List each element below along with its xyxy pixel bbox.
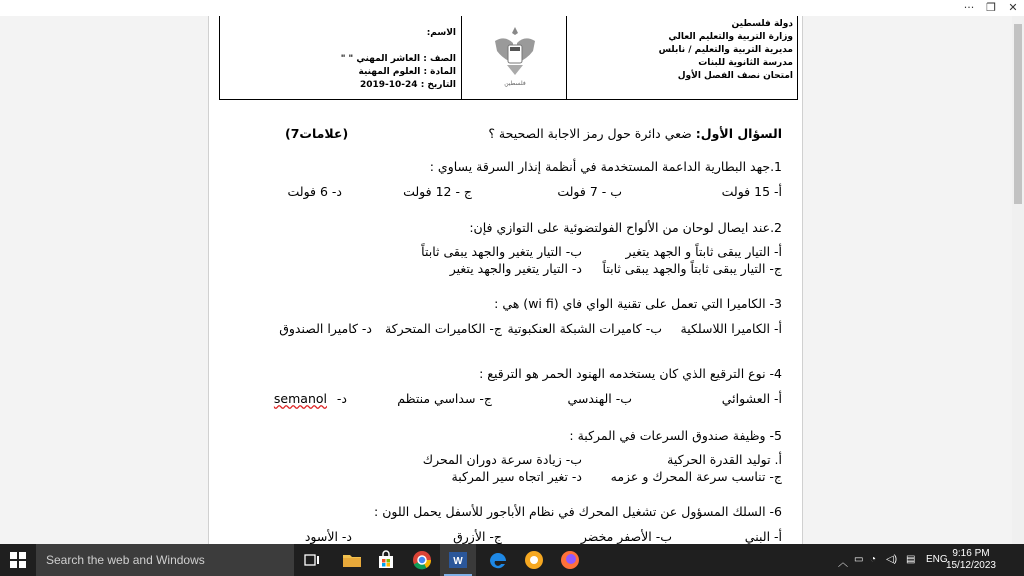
option-b: ب- الأصفر مخضر (580, 529, 672, 544)
question-3: 3- الكاميرا التي تعمل على تقنية الواي فاي (wi fi) هي : (494, 296, 782, 311)
network-icon[interactable]: ▭ (854, 554, 864, 565)
option-b: ب- كاميرات الشبكة العنكبوتية (507, 321, 662, 336)
action-center-icon[interactable]: ▤ (906, 554, 916, 565)
option-a: أ- العشوائي (721, 391, 782, 406)
option-a: أ- 15 فولت (721, 184, 782, 199)
taskbar-search-box[interactable] (36, 544, 294, 576)
svg-text:W: W (453, 556, 463, 567)
question-4: 4- نوع الترقيع الذي كان يستخدمه الهنود الحمر هو الترقيع : (479, 366, 782, 381)
option-b: ب - 7 فولت (557, 184, 622, 199)
header-line: امتحان نصف الفصل الأول (677, 71, 793, 81)
option-a: أ- التيار يبقى ثابتاً و الجهد يتغير (625, 244, 782, 259)
option-d-text: semanol (273, 391, 327, 406)
vertical-scrollbar[interactable] (1012, 16, 1024, 544)
header-line: دولة فلسطين (731, 19, 793, 29)
option-d: د- 6 فولت (287, 184, 342, 199)
option-c: ج - 12 فولت (403, 184, 472, 199)
more-options-icon[interactable]: ··· (963, 1, 975, 14)
option-d: د- الأسود (304, 529, 352, 544)
option-c: ج- سداسي منتظم (397, 391, 492, 406)
option-b: ب- زيادة سرعة دوران المحرك (422, 452, 582, 467)
option-d: د- تغير اتجاه سير المركبة (451, 469, 582, 484)
document-page[interactable] (208, 16, 803, 544)
system-tray (834, 544, 1024, 576)
workspace-background-left (0, 16, 208, 544)
question-6: 6- السلك المسؤول عن تشغيل المحرك في نظام الأباجور للأسفل يحمل اللون : (374, 504, 782, 519)
edge-icon[interactable] (486, 548, 510, 572)
option-b: ب- الهندسي (567, 391, 632, 406)
clock-time: 9:16 PM (952, 548, 990, 559)
wifi-icon[interactable]: ◔ (870, 554, 877, 565)
question-5: 5- وظيفة صندوق السرعات في المركبة : (569, 428, 782, 443)
restore-icon[interactable]: ❐ (986, 1, 996, 14)
clock[interactable] (946, 548, 996, 572)
file-explorer-icon[interactable] (340, 548, 364, 572)
input-language[interactable]: ENG (926, 554, 948, 565)
window-title-bar (0, 0, 1024, 16)
window-controls (958, 0, 1024, 16)
svg-text:فلسطين: فلسطين (503, 80, 526, 87)
store-icon[interactable] (374, 548, 398, 572)
header-school-info (566, 16, 797, 99)
option-c: ج- تناسب سرعة المحرك و عزمه (610, 469, 782, 484)
header-line: مدرسة الثانوية للبنات (698, 58, 793, 68)
option-c: ج- التيار يبقى ثابتاً والجهد يبقى ثابتاً (602, 261, 782, 276)
exam-header-table (219, 16, 798, 100)
clock-date: 15/12/2023 (945, 560, 996, 571)
word-taskbar-button[interactable] (440, 544, 476, 576)
option-d: د- كاميرا الصندوق (279, 321, 372, 336)
option-d: د- (336, 391, 347, 406)
section-title: السؤال الأول: (695, 126, 782, 141)
header-student-info (220, 16, 462, 99)
section-marks: (7علامات) (285, 126, 349, 141)
section-instruction: ضعي دائرة حول رمز الاجابة الصحيحة ؟ (488, 126, 692, 141)
header-emblem-cell (461, 16, 567, 99)
student-name-label: الاسم: (426, 28, 456, 38)
volume-icon[interactable]: ◁) (886, 554, 898, 565)
start-button[interactable] (0, 544, 36, 576)
option-b: ب- التيار يتغير والجهد يبقى ثابتاً (421, 244, 582, 259)
search-placeholder: Search the web and Windows (46, 553, 205, 567)
option-a: أ- البني (744, 529, 782, 544)
option-a: أ- الكاميرا اللاسلكية (680, 321, 782, 336)
option-c: ج- الأزرق (453, 529, 502, 544)
header-line: مديرية التربية والتعليم / نابلس (658, 45, 793, 55)
taskbar (0, 544, 1024, 576)
show-hidden-icons-icon[interactable]: ︿ (838, 558, 848, 569)
student-subject-label: المادة : العلوم المهنية (358, 67, 456, 77)
task-view-icon[interactable] (300, 548, 324, 572)
windows-logo-icon (10, 552, 26, 568)
vlc-browser-icon[interactable] (522, 548, 546, 572)
header-line: وزارة التربية والتعليم العالي (668, 32, 793, 42)
option-c: ج- الكاميرات المتحركة (384, 321, 502, 336)
firefox-icon[interactable] (558, 548, 582, 572)
question-1: 1.جهد البطارية الداعمة المستخدمة في أنظمة إنذار السرقة يساوي : (429, 159, 782, 174)
section-header (225, 126, 782, 141)
exam-date-label: التاريخ : 24-10-2019 (359, 80, 456, 90)
student-class-label: الصف : العاشر المهني " " (340, 54, 456, 64)
chrome-icon[interactable] (410, 548, 434, 572)
close-icon[interactable]: ✕ (1008, 1, 1018, 14)
word-icon (446, 548, 470, 572)
option-a: أ. توليد القدرة الحركية (667, 452, 782, 467)
palestine-eagle-emblem-icon (491, 23, 539, 87)
option-d: د- التيار يتغير والجهد يتغير (449, 261, 582, 276)
scrollbar-thumb[interactable] (1014, 24, 1022, 204)
workspace-background-right (801, 16, 1012, 544)
question-2: 2.عند ايصال لوحان من الألواح الفولتضوئية على التوازي فإن: (469, 220, 782, 235)
